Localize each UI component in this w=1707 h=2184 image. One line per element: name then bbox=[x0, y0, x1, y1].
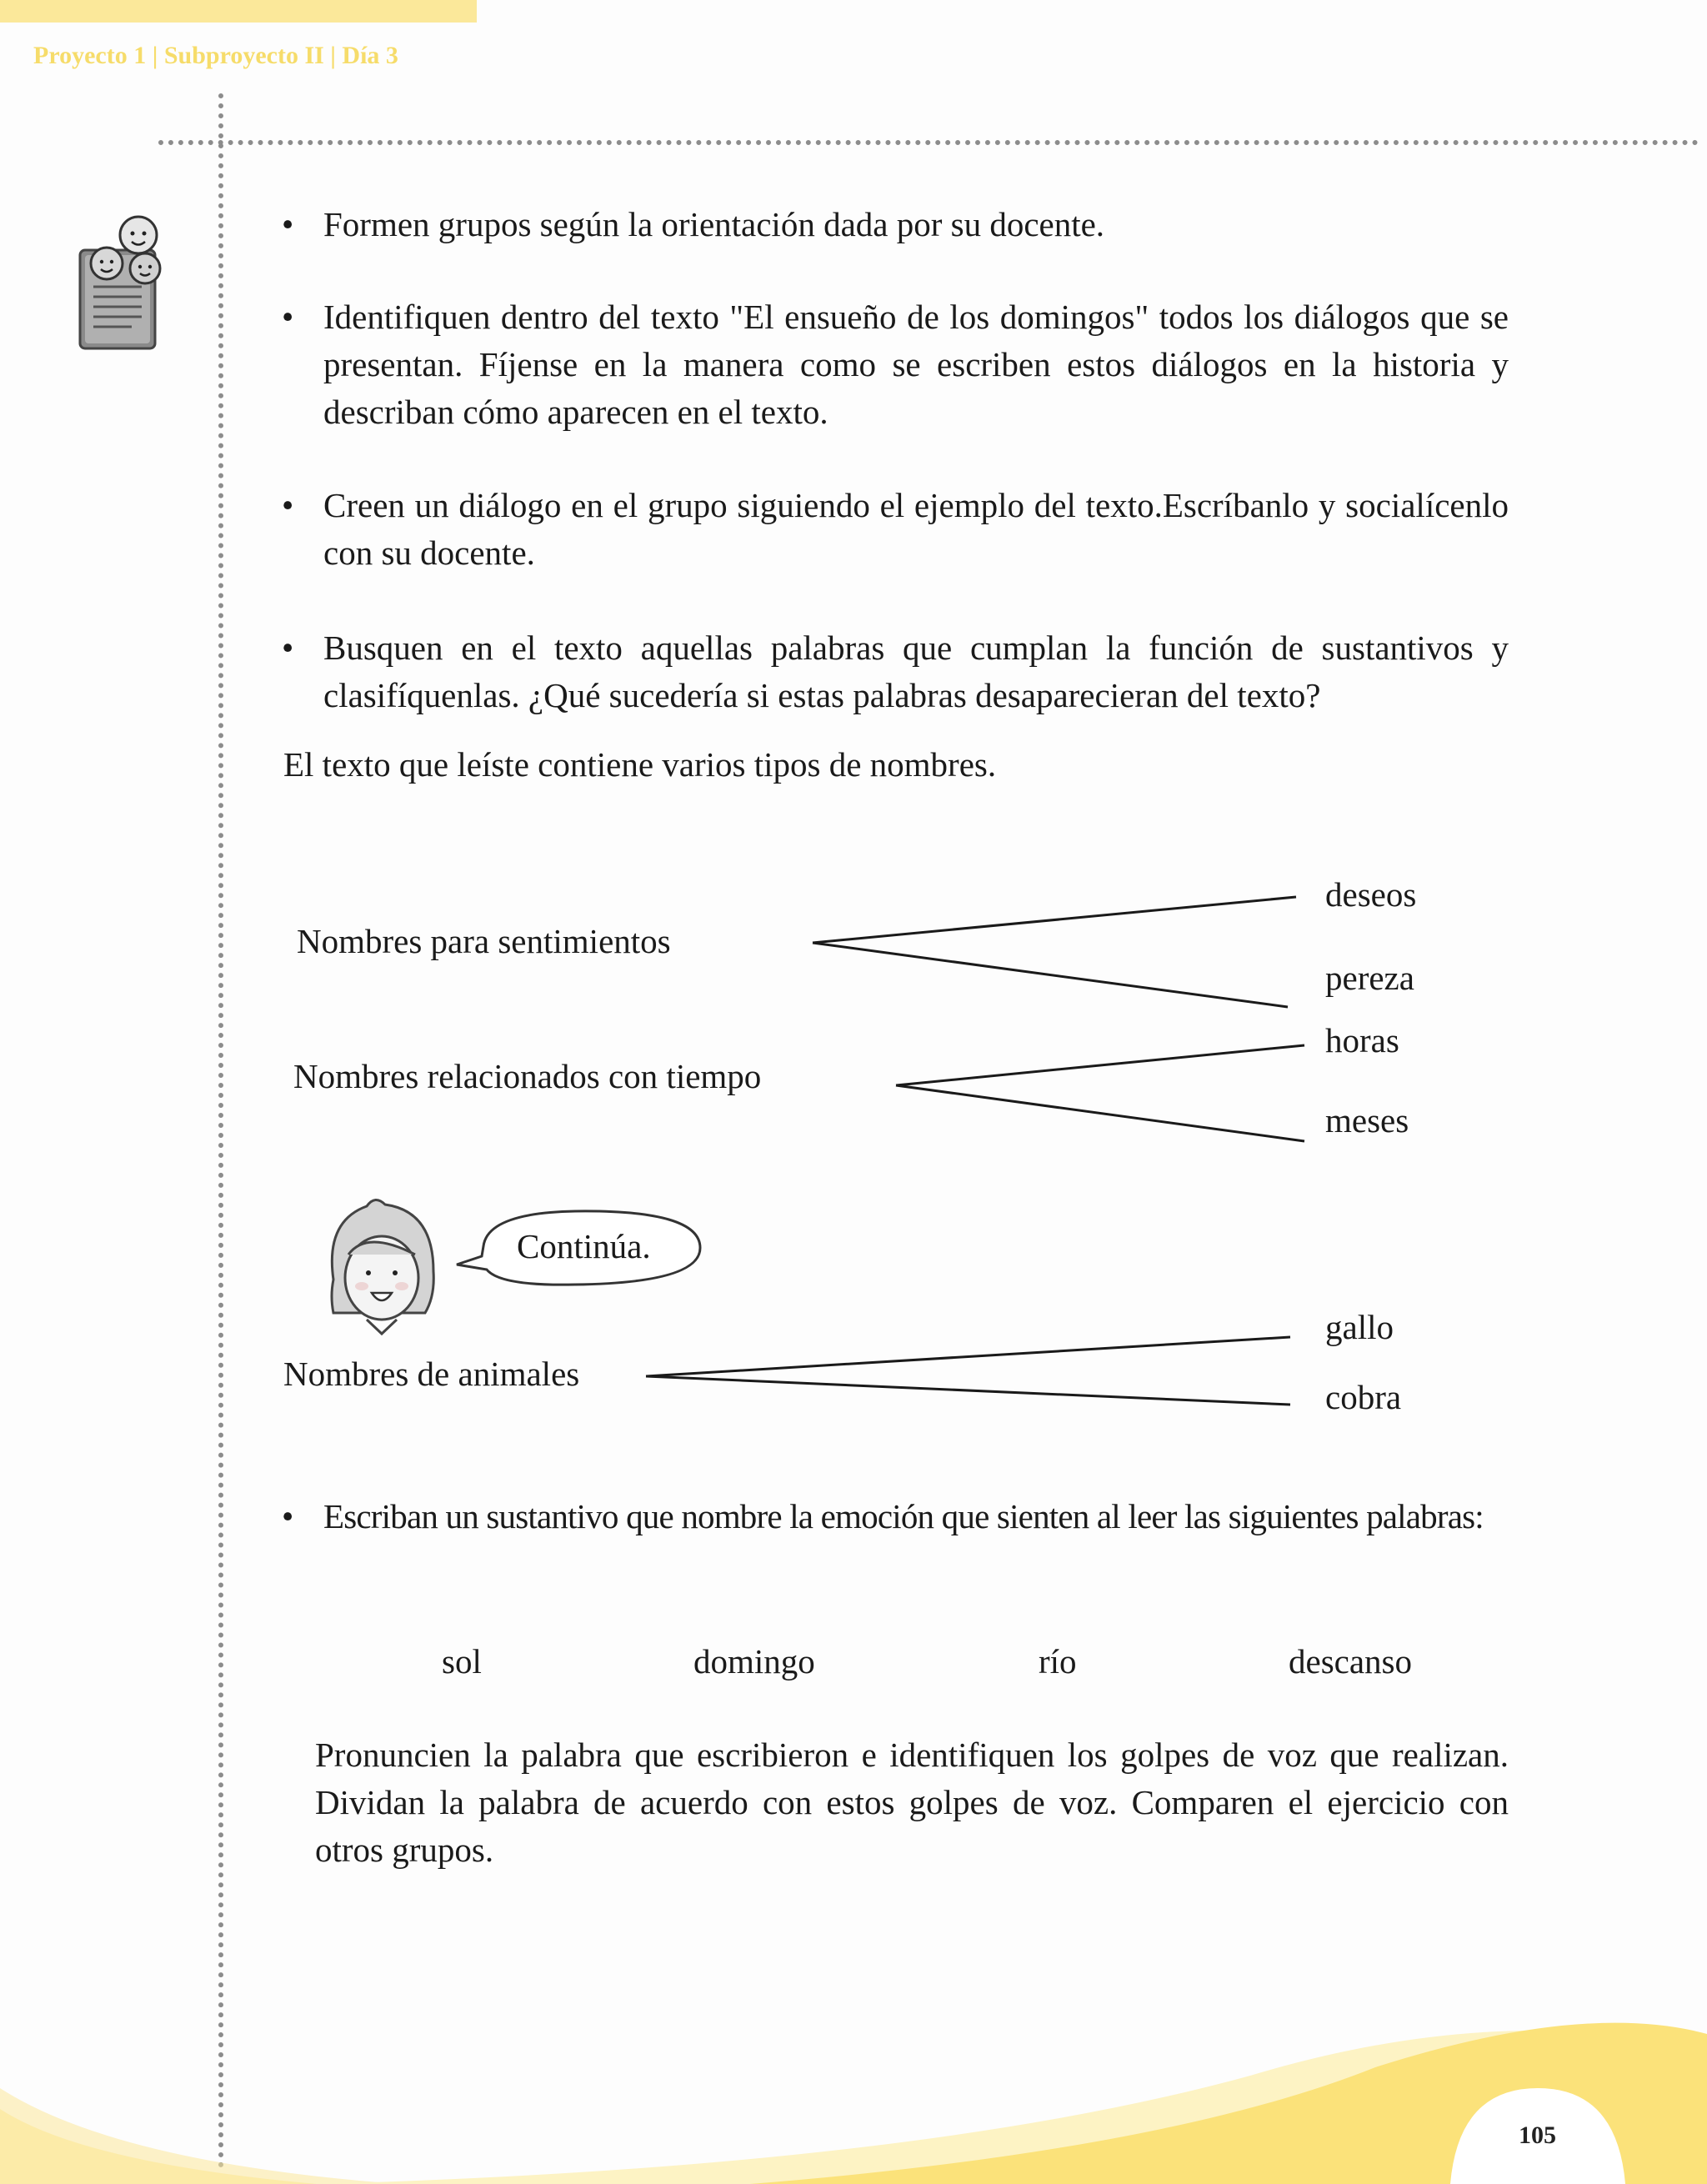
category-label: Nombres para sentimientos bbox=[297, 922, 671, 960]
category-word: pereza bbox=[1325, 959, 1414, 997]
breadcrumb: Proyecto 1 | Subproyecto II | Día 3 bbox=[33, 42, 398, 69]
connector-line bbox=[896, 1045, 1304, 1085]
emotion-word: descanso bbox=[1289, 1642, 1413, 1681]
connector-line bbox=[646, 1337, 1290, 1376]
category-label: Nombres relacionados con tiempo bbox=[293, 1057, 762, 1095]
category-label: Nombres de animales bbox=[283, 1355, 580, 1393]
emotion-word: río bbox=[1039, 1642, 1077, 1681]
emotion-word: sol bbox=[442, 1642, 482, 1681]
category-word: deseos bbox=[1325, 875, 1417, 914]
category-word: gallo bbox=[1325, 1308, 1394, 1346]
category-word: cobra bbox=[1325, 1378, 1402, 1416]
emotion-word: domingo bbox=[693, 1642, 815, 1681]
instruction-item: • Busquen en el texto aquellas palabras que cumplan la función de sustantivos y clasifíquenlas. ¿Qué sucedería si estas palabras desaparecieran del texto? bbox=[275, 624, 1509, 719]
connector-line bbox=[813, 943, 1288, 1007]
speech-bubble-text: Continúa. bbox=[517, 1227, 651, 1265]
intro-text: El texto que leíste contiene varios tipos de nombres. bbox=[283, 745, 997, 784]
category-word: horas bbox=[1325, 1021, 1399, 1059]
category-word: meses bbox=[1325, 1101, 1409, 1140]
instruction-item: • Identifiquen dentro del texto "El ensueño de los domingos" todos los diálogos que se presentan. Fíjense en la manera como se escriben estos diálogos en la historia y describan cómo aparecen en el texto. bbox=[275, 293, 1509, 436]
page-number: 105 bbox=[1519, 2121, 1556, 2149]
instruction-item: • Formen grupos según la orientación dada por su docente. bbox=[275, 201, 1509, 248]
connector-line bbox=[646, 1376, 1290, 1405]
girl-illustration bbox=[308, 1188, 708, 1355]
connector-line bbox=[896, 1085, 1304, 1141]
connector-line bbox=[813, 897, 1296, 943]
instruction-item: • Creen un diálogo en el grupo siguiendo el ejemplo del texto.Escríbanlo y socialícenlo con su docente. bbox=[275, 482, 1509, 577]
closing-paragraph: Pronuncien la palabra que escribieron e identifiquen los golpes de voz que realizan. Dividan la palabra de acuerdo con estos golpes de voz. Comparen el ejercicio con otros grupos. bbox=[315, 1736, 1509, 1869]
instruction-item: • Escriban un sustantivo que nombre la emoción que sienten al leer las siguientes palabras: bbox=[275, 1493, 1509, 1540]
